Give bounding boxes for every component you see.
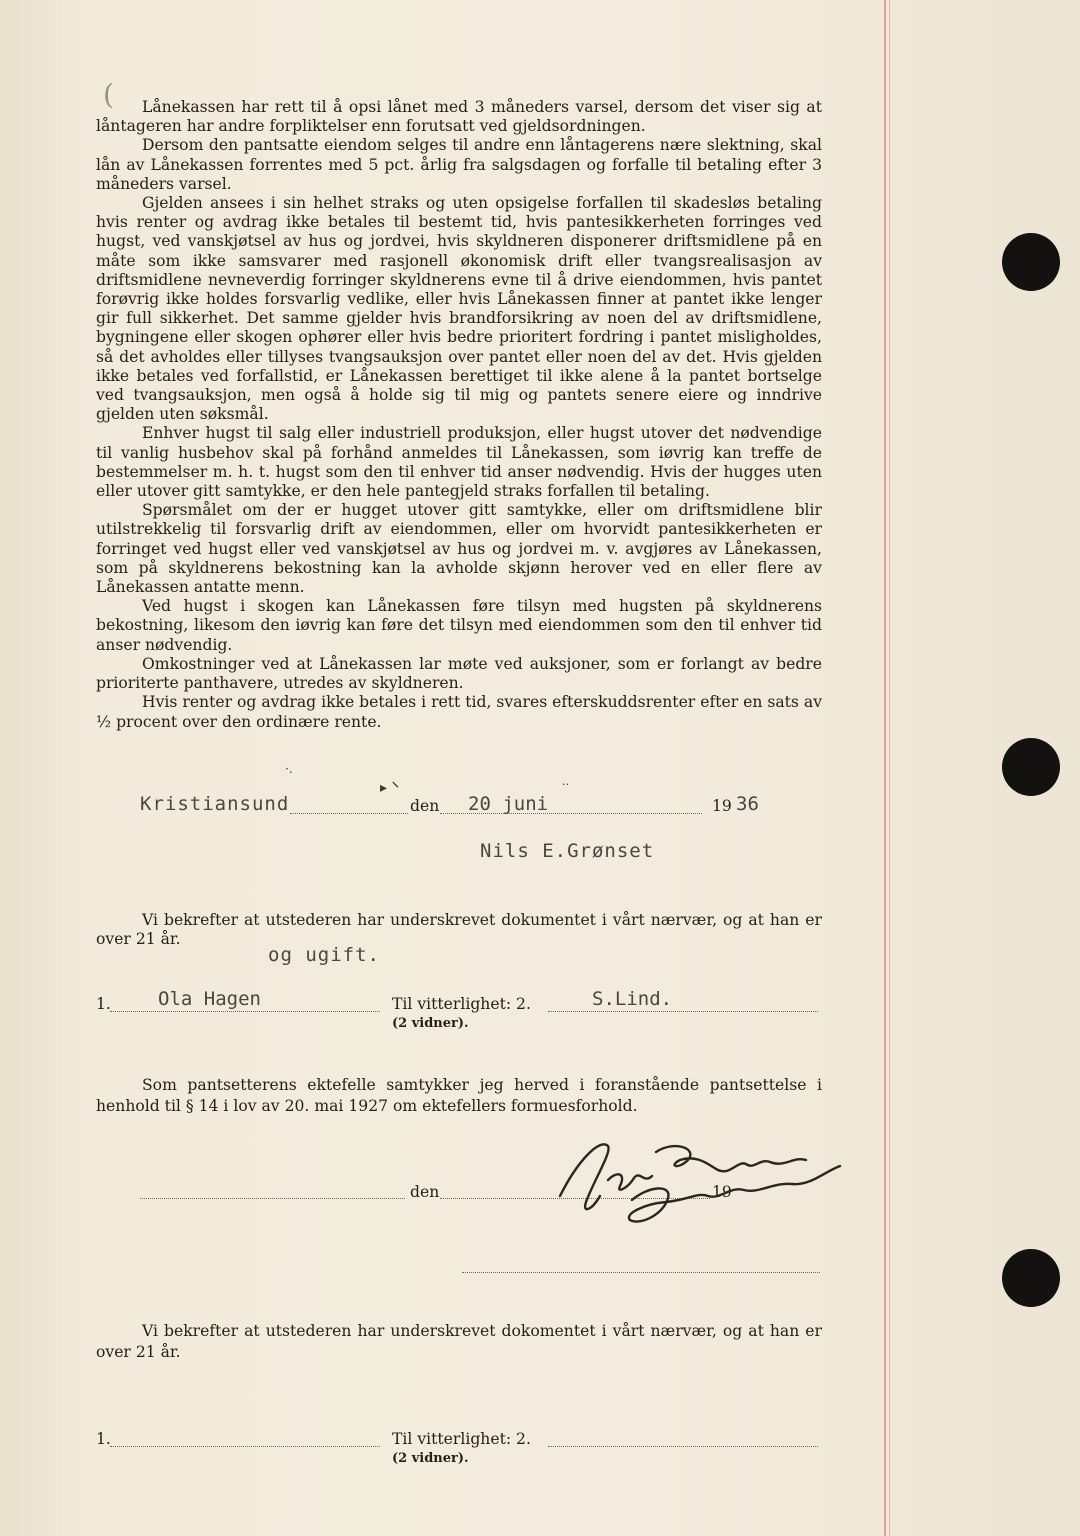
paragraph-tilsyn: Ved hugst i skogen kan Lånekassen føre tilsyn med hugsten på skyldnerens bekostning, likesom den iøvrig kan føre det tilsyn med eiendommen som den til enhver tid anser nødvendig. bbox=[96, 597, 822, 654]
ink-mark: ▸ ⸌ bbox=[380, 780, 399, 796]
witness-1-name: Ola Hagen bbox=[158, 988, 261, 1010]
paragraph-salg: Dersom den pantsatte eiendom selges til andre enn låntagerens nære slektning, skal lån av Lånekassen forrentes med 5 pct. årlig fra salgsdagen og forfalle til betaling efter 3 måneders varsel. bbox=[96, 136, 822, 193]
witness-1-line bbox=[110, 1011, 380, 1012]
paragraph-renter: Hvis renter og avdrag ikke betales i rett tid, svares efterskuddsrenter efter en sats av ½ procent over den ordinære rente. bbox=[96, 693, 822, 731]
punch-hole-middle bbox=[1002, 738, 1060, 796]
signer-name: Nils E.Grønset bbox=[480, 840, 655, 862]
paragraph-skjonn: Spørsmålet om der er hugget utover gitt samtykke, eller om driftsmidlene blir utilstrekkelig til forsvarlig drift av eiendommen, eller om hvorvidt pantesikkerheten er forringet ved hugst eller ved vanskjøtsel av hus og jordvei m. v. avgjøres av Lånekassen, som på skyldnerens bekostning kan la avholde skjønn herover ved en eller flere av Lånekassen antatte menn. bbox=[96, 501, 822, 597]
witness-1-number: 1. bbox=[96, 995, 111, 1013]
ink-mark: ·· bbox=[562, 778, 569, 791]
signature-stroke bbox=[629, 1166, 840, 1222]
spouse-place-line bbox=[140, 1198, 405, 1199]
witness-2-name: S.Lind. bbox=[592, 988, 673, 1010]
pencil-mark: ( bbox=[103, 78, 114, 111]
year-prefix-2: 19 bbox=[712, 1183, 732, 1201]
paragraph-omkostninger: Omkostninger ved at Lånekassen lar møte ved auksjoner, som er forlangt av bedre prioriterte panthavere, utredes av skyldneren. bbox=[96, 654, 822, 693]
place-value: Kristiansund bbox=[140, 793, 290, 815]
signature-stroke bbox=[608, 1174, 652, 1189]
vitterlighet-label: Til vitterlighet: 2. bbox=[392, 995, 531, 1013]
vitterlighet-label-2: Til vitterlighet: 2. bbox=[392, 1430, 531, 1448]
margin-rule bbox=[884, 0, 886, 1536]
witness-2-number: 1. bbox=[96, 1430, 111, 1448]
punch-hole-bottom bbox=[1002, 1249, 1060, 1307]
year-value: 36 bbox=[736, 793, 759, 815]
witness-statement: Vi bekrefter at utstederen har underskrevet dokumentet i vårt nærvær, og at han er over 21 år. bbox=[96, 911, 822, 949]
spouse-consent: Som pantsetterens ektefelle samtykker jeg herved i foranstående pantsettelse i henhold til § 14 i lov av 20. mai 1927 om ektefellers formuesforhold. bbox=[96, 1076, 822, 1115]
ink-mark: ·. bbox=[285, 762, 293, 776]
margin-rule-inner bbox=[889, 0, 890, 1536]
vidner-label: (2 vidner). bbox=[392, 1016, 469, 1031]
den-label: den bbox=[410, 797, 440, 815]
signature-line bbox=[462, 1272, 820, 1273]
witness-b1-line bbox=[110, 1446, 380, 1447]
vidner-label-2: (2 vidner). bbox=[392, 1451, 469, 1466]
date-value: 20 juni bbox=[468, 793, 549, 815]
witness-statement-2: Vi bekrefter at utstederen har underskrevet dokomentet i vårt nærvær, og at han er over 21 år. bbox=[96, 1322, 822, 1361]
punch-hole-top bbox=[1002, 233, 1060, 291]
spouse-signature bbox=[548, 1130, 858, 1230]
paragraph-opsi: Lånekassen har rett til å opsi lånet med 3 måneders varsel, dersom det viser sig at låntageren har andre forpliktelser enn forutsatt ved gjeldsordningen. bbox=[96, 98, 822, 136]
witness-b2-line bbox=[548, 1446, 818, 1447]
signature-stroke bbox=[656, 1146, 806, 1171]
witness-2-line bbox=[548, 1011, 818, 1012]
witness-addition: og ugift. bbox=[268, 944, 380, 966]
year-prefix: 19 bbox=[712, 797, 732, 815]
paragraph-forfall: Gjelden ansees i sin helhet straks og uten opsigelse forfallen til skadesløs betaling hvis renter og avdrag ikke betales til bestemt tid, hvis pantesikkerheten forringes ved hugst, ved vanskjøtsel av hus og jordvei, hvis skyldneren disponerer driftsmidlene på en måte som ikke samsvarer med rasjonell økonomisk drift eller tvangsrealisasjon av driftsmidlene nevneverdig forringer skyldnerens evne til å drive eiendommen, hvis pantet forøvrig ikke holdes forsvarlig vedlike, eller hvis Lånekassen finner at pantet ikke lenger gir full sikkerhet. Det samme gjelder hvis brandforsikring av noen del av driftsmidlene, bygningene eller skogen ophører eller hvis bedre prioritert fordring i pantet misligholdes, så det avholdes eller tillyses tvangsauksjon over pantet eller noen del av det. Hvis gjelden ikke betales ved forfallstid, er Lånekassen berettiget til ikke alene å la pantet bortselge ved tvangsauksjon, men også å holde sig til mig og pantets senere eiere og inndrive gjelden uten søksmål. bbox=[96, 194, 822, 424]
signature-stroke bbox=[560, 1144, 609, 1209]
terms-text bbox=[96, 98, 822, 732]
place-dotted-line bbox=[290, 813, 408, 814]
paragraph-hugst: Enhver hugst til salg eller industriell produksjon, eller hugst utover det nødvendige til vanlig husbehov skal på forhånd anmeldes til Lånekassen, som iøvrig kan treffe de bestemmelser m. h. t. hugst som den til enhver tid anser nødvendig. Hvis der hugges uten eller utover gitt samtykke, er den hele pantegjeld straks forfallen til betaling. bbox=[96, 424, 822, 501]
den-label-2: den bbox=[410, 1183, 440, 1201]
